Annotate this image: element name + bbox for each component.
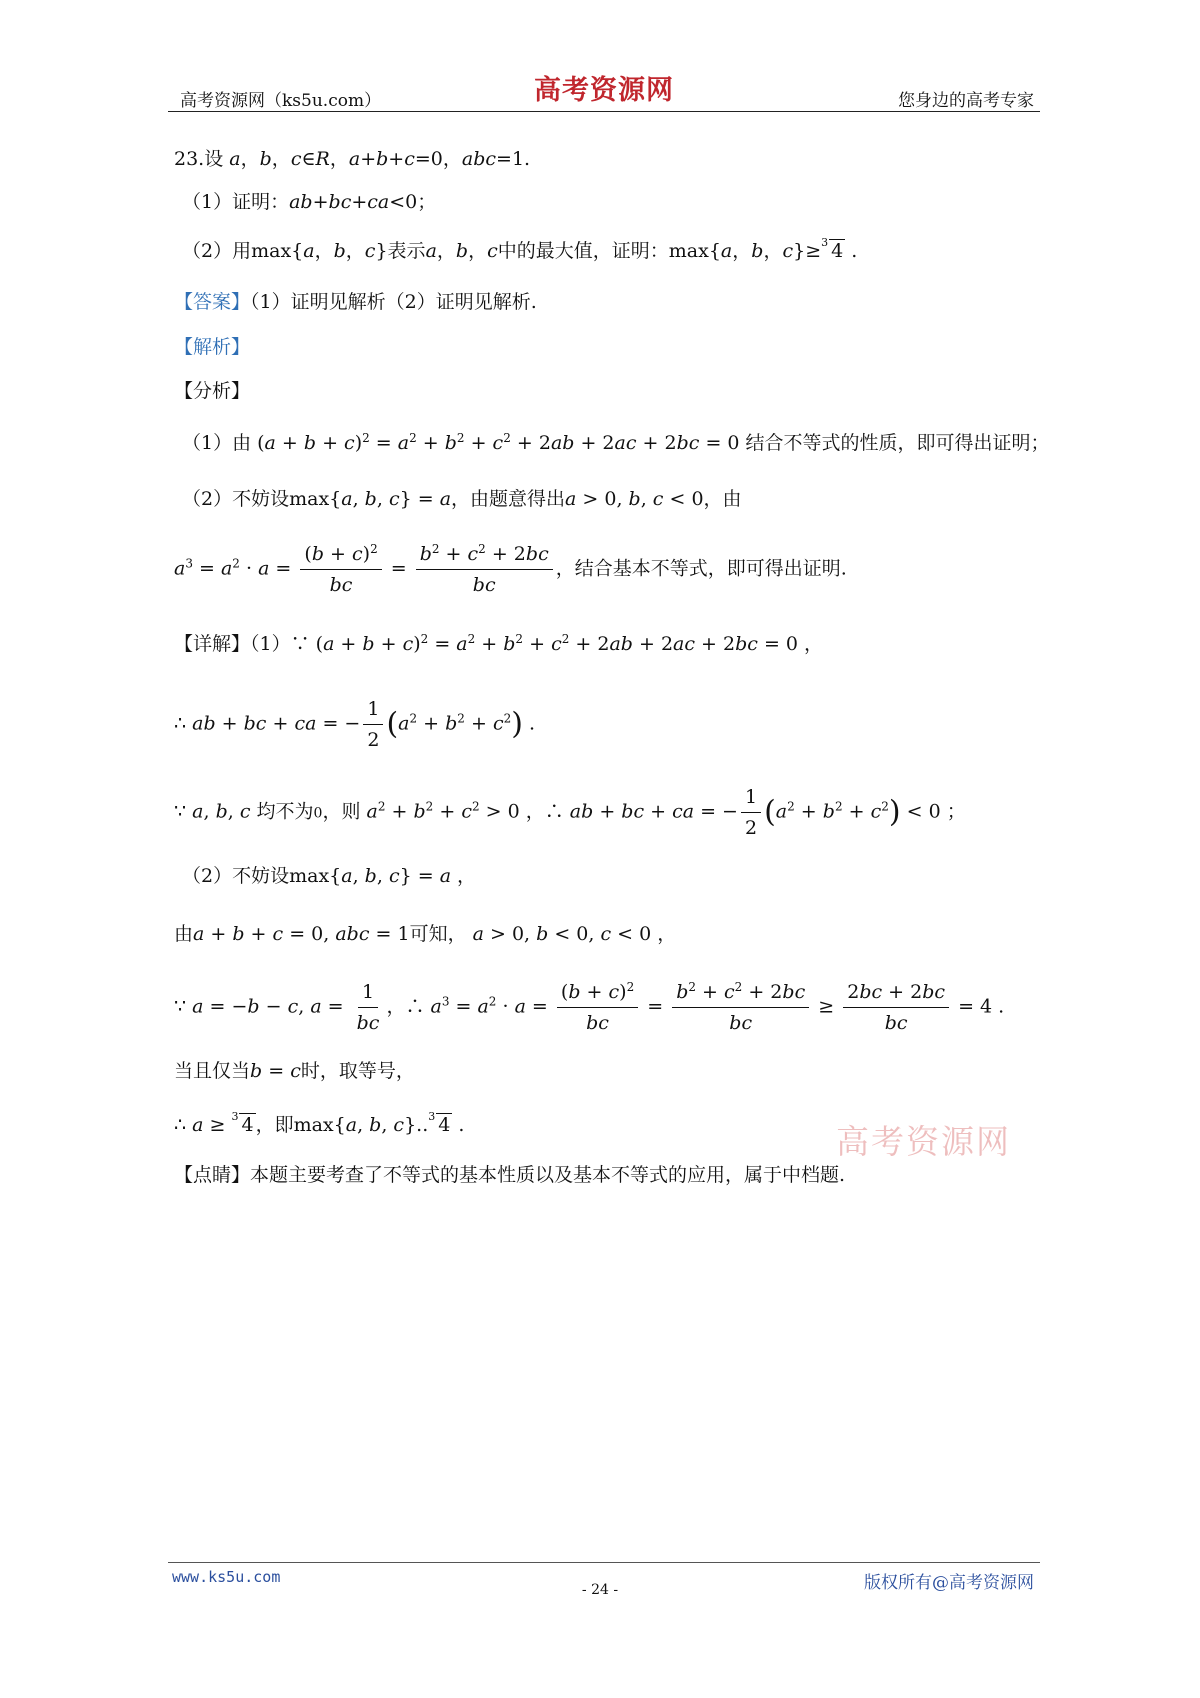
fraction: $\frac{1}{2}$ — [363, 696, 383, 753]
question-part-2: （2）用max{a，b，c}表示a，b，c中的最大值，证明：max{a，b，c}≥ 3 4 . — [182, 236, 858, 262]
fraction: $\frac{(b + c)^2}{bc}$ — [300, 541, 381, 598]
detail-line-4: （2）不妨设max{a, b, c} = a ， — [182, 865, 477, 887]
fraction: $\frac{1}{bc}$ — [356, 981, 380, 1034]
watermark: 高考资源网 — [836, 1122, 1011, 1161]
answer-line: 【答案】（1）证明见解析（2）证明见解析. — [174, 291, 537, 313]
analysis-line-1: （1）由 $(a + b + c)^2 = a^2 + b^2 + c^2 + 2ab + 2ac + 2bc = 0$ 结合不等式的性质，即可得出证明； — [182, 430, 1050, 454]
detail-tag: 【详解】 — [174, 633, 251, 655]
fraction: $\frac{b^2 + c^2 + 2bc}{bc}$ — [672, 979, 809, 1036]
detail-line-7: 当且仅当b = c时，取等号， — [174, 1060, 415, 1082]
header-slogan: 您身边的高考专家 — [898, 91, 1034, 111]
cube-root: 3 4 — [231, 1110, 254, 1136]
detail-line-3: ∵ a, b, c 均不为0，则 $a^2 + b^2 + c^2 > 0$ ，∴ ab + bc + ca = − $\frac{1}{2}$ $(a^2 + b^2 + c^2) < 0$ ； — [174, 786, 966, 839]
detail-line-5: 由a + b + c = 0, abc = 1可知， a > 0, b < 0, c < 0 ， — [174, 923, 677, 945]
header-site-name: 高考资源网（ks5u.com） — [180, 91, 382, 111]
detail-line-2: ∴ ab + bc + ca = − $\frac{1}{2}$ $(a^2 + b^2 + c^2)$ . — [174, 698, 536, 751]
detail-line-6: ∵ a = −b − c, a = $\frac{1}{bc}$ ，∴ $a^3 = a^2 \cdot a$ = $\frac{(b + c)^2}{bc}$ = $\frac{b^2 + c^2 + 2bc}{bc}$ ≥ $\frac{2bc + 2bc}{bc}$ = 4 . — [174, 979, 1005, 1034]
detail-line-8: ∴ a ≥ 3 4 ，即max{a, b, c}.. 3 4 . — [174, 1110, 465, 1136]
note-line: 【点睛】本题主要考查了不等式的基本性质以及基本不等式的应用，属于中档题. — [174, 1164, 846, 1186]
analysis-line-2: （2）不妨设max{a, b, c} = a，由题意得出a > 0, b, c < 0，由 — [182, 488, 742, 510]
fraction: $\frac{b^2 + c^2 + 2bc}{bc}$ — [416, 541, 553, 598]
question-stem: 23.设 a，b，c∈R，a+b+c=0，abc=1. — [174, 148, 531, 170]
footer-rule — [168, 1562, 1040, 1563]
cube-root: 3 4 — [428, 1110, 451, 1136]
footer-link[interactable]: www.ks5u.com — [172, 1568, 281, 1586]
note-tag: 【点睛】 — [174, 1164, 251, 1186]
detail-line-1: 【详解】（1）∵ $(a + b + c)^2 = a^2 + b^2 + c^2 + 2ab + 2ac + 2bc = 0$ ， — [174, 631, 824, 655]
question-number: 23. — [174, 148, 205, 170]
solution-tag: 【解析】 — [174, 336, 251, 358]
header-logo: 高考资源网 — [534, 75, 674, 106]
cube-root: 3 4 — [821, 236, 844, 262]
page-number: - 24 - — [581, 1582, 619, 1598]
header-rule — [168, 111, 1040, 112]
fraction: $\frac{2bc + 2bc}{bc}$ — [843, 979, 949, 1036]
analysis-tag: 【分析】 — [174, 380, 251, 402]
question-part-1: （1）证明：ab+bc+ca<0； — [182, 191, 437, 213]
analysis-line-3: $a^3 = a^2 \cdot a$ = $\frac{(b + c)^2}{bc}$ = $\frac{b^2 + c^2 + 2bc}{bc}$ ，结合基本不等式，即可得出证明. — [174, 541, 847, 596]
answer-tag: 【答案】 — [174, 291, 251, 313]
fraction: $\frac{(b + c)^2}{bc}$ — [557, 979, 638, 1036]
fraction: $\frac{1}{2}$ — [741, 784, 761, 841]
footer-copyright: 版权所有@高考资源网 — [864, 1573, 1034, 1593]
